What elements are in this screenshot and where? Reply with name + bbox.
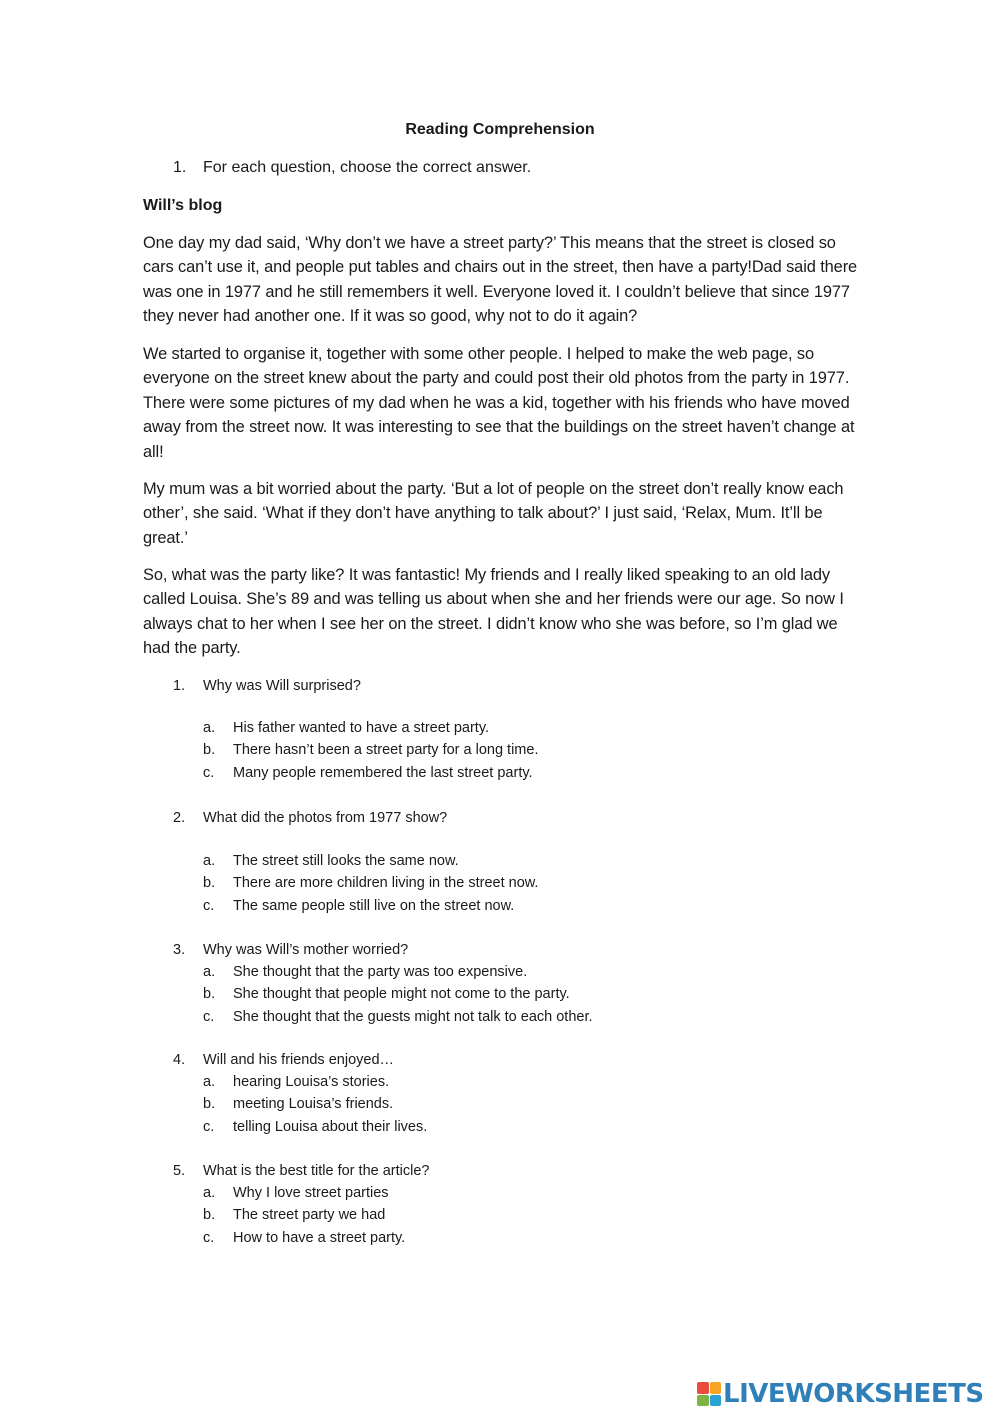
option-text: hearing Louisa’s stories. [233, 1074, 390, 1090]
mark-square [710, 1395, 722, 1407]
option-text: The street party we had [233, 1207, 386, 1224]
question-5 [173, 1160, 429, 1182]
option-letter: c. [203, 1229, 215, 1246]
option-c[interactable] [203, 895, 538, 917]
option-letter: a. [203, 720, 216, 736]
option-a[interactable] [203, 1182, 405, 1204]
question-text: Will and his friends enjoyed… [203, 1052, 395, 1068]
option-text: Many people remembered the last street party. [233, 764, 533, 781]
question-text: Why was Will’s mother worried? [203, 942, 409, 958]
question-3 [173, 939, 408, 961]
option-text: There hasn’t been a street party for a long time. [233, 742, 539, 759]
option-text: She thought that people might not come to the party. [233, 986, 570, 1003]
question-4-options [203, 1071, 427, 1138]
page-title: Reading Comprehension [405, 121, 595, 138]
option-text: She thought that the guests might not talk to each other. [233, 1008, 593, 1025]
liveworksheets-logo [697, 1378, 984, 1410]
option-letter: a. [203, 1185, 216, 1201]
option-letter: b. [203, 1207, 216, 1224]
option-letter: c. [203, 1008, 215, 1025]
option-c[interactable] [203, 1006, 593, 1028]
liveworksheets-wordmark: LIVEWORKSHEETS [723, 1379, 984, 1409]
option-c[interactable] [203, 1116, 427, 1138]
paragraph-1: One day my dad said, ‘Why don’t we have a street party?’ This means that the street is closed so cars can’t use it, and people put tables and chairs out in the street, then have a party!Dad said there was one in 1977 and he still remembers it well. Everyone loved it. I couldn’t believe that since 1977 they never had another one. If it was so good, why not to do it again? [143, 234, 858, 326]
option-letter: b. [203, 742, 216, 759]
option-letter: a. [203, 853, 216, 869]
option-letter: c. [203, 897, 215, 914]
option-b[interactable] [203, 739, 538, 761]
option-text: She thought that the party was too expensive. [233, 964, 528, 980]
option-c[interactable] [203, 1227, 405, 1249]
question-number: 2. [173, 810, 186, 826]
question-number: 3. [173, 942, 186, 958]
option-text: Why I love street parties [233, 1185, 389, 1201]
mark-square [710, 1382, 722, 1394]
option-letter: c. [203, 764, 215, 781]
option-a[interactable] [203, 961, 593, 983]
option-a[interactable] [203, 1071, 427, 1093]
paragraph-4: So, what was the party like? It was fantastic! My friends and I really liked speaking to an old lady called Louisa. She’s 89 and was telling us about when she and her friends were our age. So now I always chat to her when I see her on the street. I didn’t know who she was before, so I’m glad we had the party. [143, 566, 844, 658]
option-letter: c. [203, 1118, 215, 1135]
instruction-text: For each question, choose the correct answer. [203, 159, 532, 176]
mark-square [697, 1395, 709, 1407]
question-1-options [203, 717, 538, 784]
option-a[interactable] [203, 850, 538, 872]
question-5-options [203, 1182, 405, 1249]
instruction [173, 157, 531, 179]
option-b[interactable] [203, 1093, 427, 1115]
question-3-options [203, 961, 593, 1028]
option-b[interactable] [203, 1204, 405, 1226]
option-letter: b. [203, 1096, 216, 1113]
paragraph-2: We started to organise it, together with some other people. I helped to make the web page, so everyone on the street knew about the party and could post their old photos from the party in 1977. There were some pictures of my dad when he was a kid, together with his friends who have moved away from the street now. It was interesting to see that the buildings on the street haven’t change at all! [143, 345, 855, 461]
instruction-number: 1. [173, 159, 187, 176]
question-text: What is the best title for the article? [203, 1163, 430, 1179]
question-2 [173, 807, 447, 829]
option-a[interactable] [203, 717, 538, 739]
option-text: The street still looks the same now. [233, 853, 459, 869]
option-text: His father wanted to have a street party. [233, 720, 490, 736]
liveworksheets-mark-icon [697, 1382, 721, 1406]
question-text: Why was Will surprised? [203, 678, 361, 694]
option-text: There are more children living in the street now. [233, 875, 539, 892]
option-b[interactable] [203, 983, 593, 1005]
option-text: How to have a street party. [233, 1229, 406, 1246]
option-letter: b. [203, 986, 216, 1003]
question-2-options [203, 850, 538, 917]
question-1 [173, 675, 361, 697]
question-number: 1. [173, 678, 186, 694]
option-text: telling Louisa about their lives. [233, 1118, 428, 1135]
paragraph-3: My mum was a bit worried about the party. ‘But a lot of people on the street don’t really know each other’, she said. ‘What if they don’t have anything to talk about?’ I just said, ‘Relax, Mum. It’ll be great.’ [143, 480, 844, 547]
option-text: The same people still live on the street now. [233, 897, 515, 914]
option-text: meeting Louisa’s friends. [233, 1096, 394, 1113]
question-number: 4. [173, 1052, 186, 1068]
question-number: 5. [173, 1163, 186, 1179]
option-letter: b. [203, 875, 216, 892]
question-text: What did the photos from 1977 show? [203, 810, 448, 826]
option-c[interactable] [203, 762, 538, 784]
option-letter: a. [203, 1074, 216, 1090]
option-letter: a. [203, 964, 216, 980]
option-b[interactable] [203, 872, 538, 894]
mark-square [697, 1382, 709, 1394]
question-4 [173, 1049, 394, 1071]
blog-title: Will’s blog [143, 197, 223, 214]
